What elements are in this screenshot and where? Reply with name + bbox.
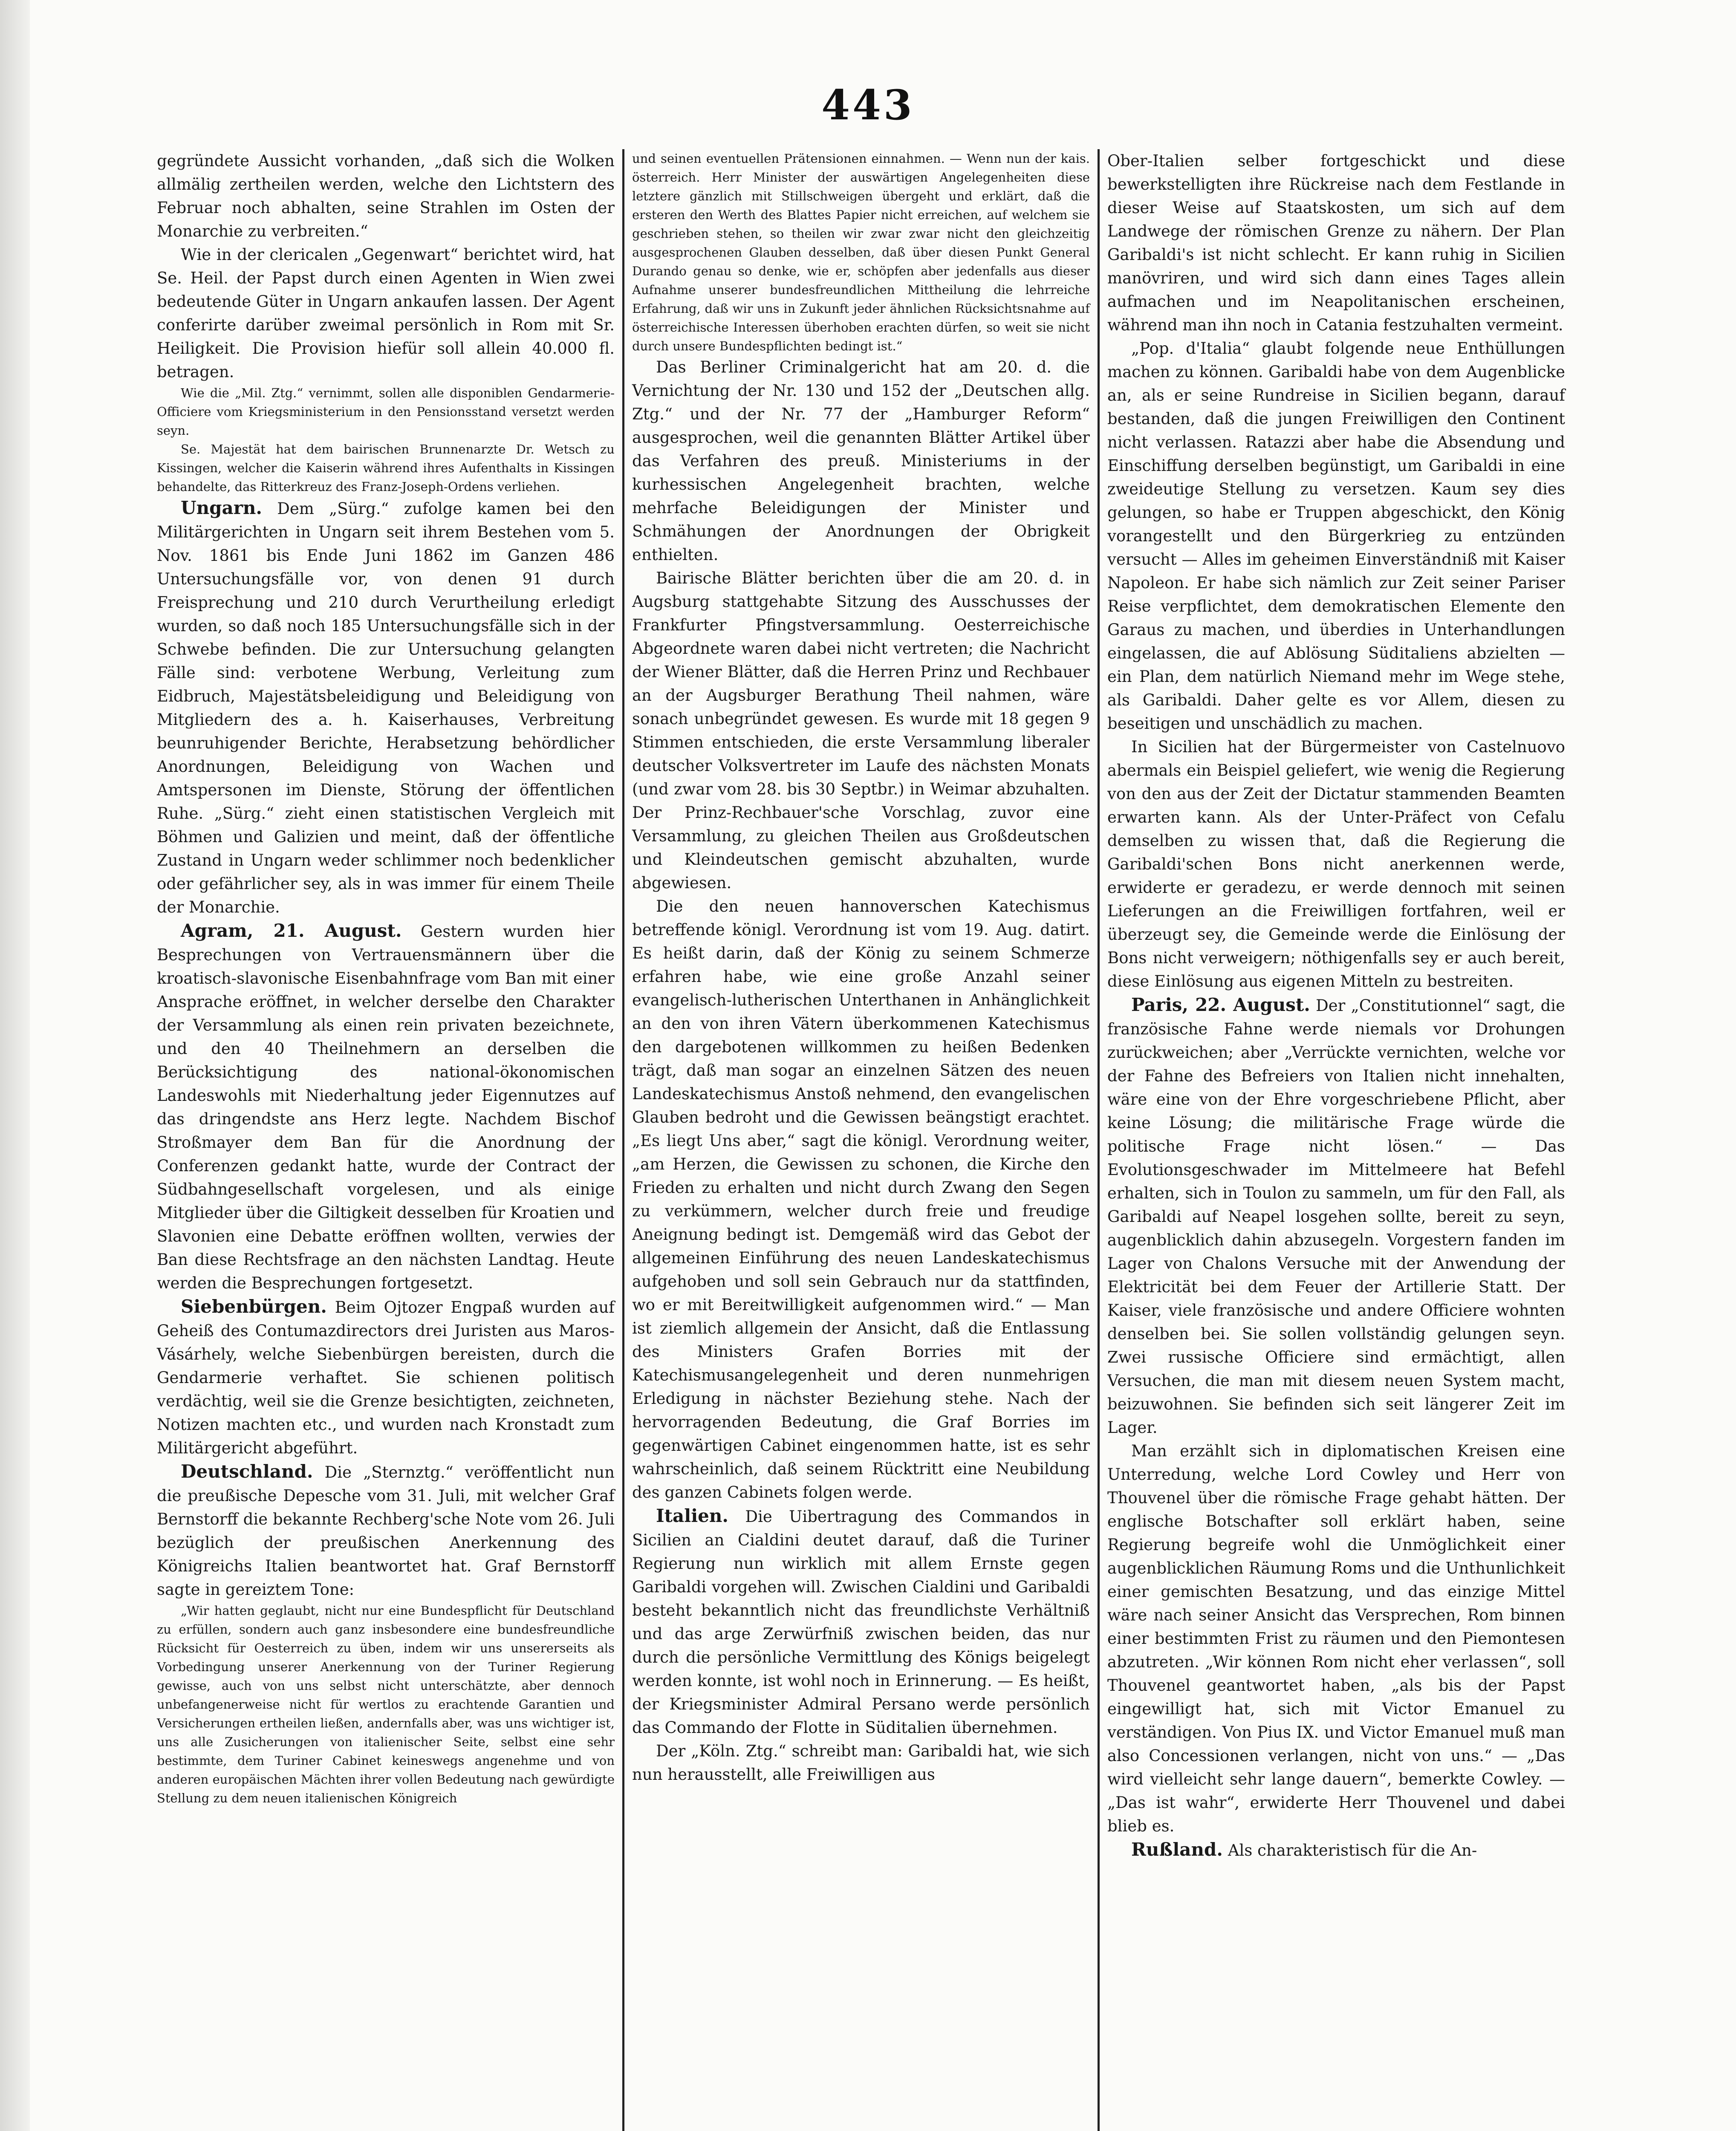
paragraph-text: Man erzählt sich in diplomatischen Kreisen eine Unterredung, welche Lord Cowley und Herr von Thouvenel über die römische Frage gehabt hätten. Der englische Botschafter soll erklärt haben, seine Regierung begreife wohl die Unmöglichkeit einer augenblicklichen Räumung Roms und die Unthunlichkeit einer gemischten Besatzung, und das einzige Mittel wäre nach seiner Ansicht das Versprechen, Rom binnen einer bestimmten Frist zu räumen und den Piemontesen abzutreten. „Wir können Rom nicht eher verlassen“, soll Thouvenel geantwortet haben, „als bis der Papst eingewilligt hat, sich mit Victor Emanuel zu verständigen. Von Pius IX. und Victor Emanuel muß man also Concessionen verlangen, nicht von uns.“ — „Das wird vielleicht sehr lange dauern“, bemerkte Cowley. — „Das ist wahr“, erwiderte Herr Thouvenel und dabei blieb es. <box>1107 1442 1565 1835</box>
article-heading: Siebenbürgen. <box>181 1296 327 1317</box>
paragraph-text: Die „Sternztg.“ veröffentlicht nun die preußische Depesche vom 31. Juli, mit welcher Graf Bernstorff die bekannte Rechberg'sche Note vom 26. Juli bezüglich der preußischen Anerkennung des Königreichs Italien beantwortet hat. Graf Bernstorff sagte in gereiztem Tone: <box>157 1463 615 1599</box>
paragraph-text: Se. Majestät hat dem bairischen Brunnenarzte Dr. Wetsch zu Kissingen, welcher die Kaiserin während ihres Aufenthalts in Kissingen behandelte, das Ritterkreuz des Franz-Joseph-Ordens verliehen. <box>157 442 615 494</box>
text-columns <box>153 149 1568 2131</box>
paragraph-text: und seinen eventuellen Prätensionen einnahmen. — Wenn nun der kais. österreich. Herr Minister der auswärtigen Angelegenheiten diese letztere gänzlich mit Stillschweigen übergeht und erklärt, daß die ersteren den Werth des Blattes Papier nicht erreichen, auf welchem sie geschrieben stehen, so theilen wir zwar zwar nicht den gleichzeitig ausgesprochenen Glauben desselben, daß über diesen Punkt General Durando genau so denke, wie er, schöpfen aber jedenfalls aus dieser Aufnahme unserer bundesfreundlichen Mittheilung die lehrreiche Erfahrung, daß wir uns in Zukunft jeder ähnlichen Rücksichtsnahme auf österreichische Interessen überhoben erachten dürfen, so weit sie nicht durch unsere Bundespflichten bedingt ist.“ <box>632 151 1090 353</box>
article-heading: Paris, 22. August. <box>1131 994 1310 1015</box>
paragraph-text: Wie in der clericalen „Gegenwart“ berichtet wird, hat Se. Heil. der Papst durch einen Agenten in Wien zwei bedeutende Güter in Ungarn ankaufen lassen. Der Agent conferirte darüber zweimal persönlich in Rom mit Sr. Heiligkeit. Die Provision hiefür soll allein 40.000 fl. betragen. <box>157 245 615 381</box>
paragraph-text: Bairische Blätter berichten über die am 20. d. in Augsburg stattgehabte Sitzung des Ausschusses der Frankfurter Pfingstversammlung. Oesterreichische Abgeordnete waren dabei nicht vertreten; die Nachricht der Wiener Blätter, daß die Herren Prinz und Rechbauer an der Augsburger Berathung Theil nahmen, wäre sonach unbegründet gewesen. Es wurde mit 18 gegen 9 Stimmen entschieden, die erste Versammlung liberaler deutscher Volksvertreter im Laufe des nächsten Monats (und zwar vom 28. bis 30 Septbr.) in Weimar abzuhalten. Der Prinz-Rechbauer'sche Vorschlag, zuvor eine Versammlung, zu gleichen Theilen aus Großdeutschen und Kleindeutschen gemischt abzuhalten, wurde abgewiesen. <box>632 569 1090 892</box>
article-paragraph <box>157 384 615 440</box>
article-heading: Deutschland. <box>181 1461 313 1482</box>
article-paragraph <box>1107 993 1565 1439</box>
article-paragraph <box>632 149 1090 355</box>
article-paragraph <box>157 440 615 496</box>
article-heading: Rußland. <box>1131 1839 1223 1860</box>
paragraph-text: Als charakteristisch für die An- <box>1228 1841 1477 1860</box>
article-paragraph <box>632 1504 1090 1739</box>
paragraph-text: Wie die „Mil. Ztg.“ vernimmt, sollen alle disponiblen Gendarmerie-Officiere vom Kriegsministerium in den Pensionsstand versetzt werden seyn. <box>157 386 615 438</box>
article-paragraph <box>157 149 615 243</box>
paragraph-text: Das Berliner Criminalgericht hat am 20. d. die Vernichtung der Nr. 130 und 152 der „Deutschen allg. Ztg.“ und der Nr. 77 der „Hamburger Reform“ ausgesprochen, weil die genannten Blätter Artikel über das Verfahren des preuß. Ministeriums in der kurhessischen Angelegenheit brachten, welche mehrfache Beleidigungen der Minister und Schmähungen der Anordnungen der Obrigkeit enthielten. <box>632 358 1090 564</box>
article-paragraph <box>1107 149 1565 337</box>
article-paragraph <box>157 919 615 1295</box>
paragraph-text: Die den neuen hannoverschen Katechismus betreffende königl. Verordnung ist vom 19. Aug. datirt. Es heißt darin, daß der König zu seinem Schmerze erfahren habe, wie eine große Anzahl seiner evangelisch-lutherischen Unterthanen in Anhänglichkeit an den von ihren Vätern überkommenen Katechismus den dargebotenen willkommen zu heißen Bedenken trägt, daß man sogar an einzelnen Sätzen des neuen Landeskatechismus Anstoß nehmend, den evangelischen Glauben bedroht und die Gewissen beängstigt erachtet. „Es liegt Uns aber,“ sagt die königl. Verordnung weiter, „am Herzen, die Gewissen zu schonen, die Kirche den Frieden zu erhalten und nicht durch Zwang den Segen zu verkümmern, welcher durch freie und freudige Aneignung bedingt ist. Demgemäß wird das Gebot der allgemeinen Einführung des neuen Landeskatechismus aufgehoben und soll sein Gebrauch nur da stattfinden, wo er mit Bereitwilligkeit aufgenommen wird.“ — Man ist ziemlich allgemein der Ansicht, daß die Entlassung des Ministers Grafen Borries mit der Katechismusangelegenheit und deren nunmehrigen Erledigung in nächster Beziehung stehe. Nach der hervorragenden Bedeutung, die Graf Borries im gegenwärtigen Cabinet eingenommen hatte, ist es sehr wahrscheinlich, daß seinem Rücktritt eine Neubildung des ganzen Cabinets folgen werde. <box>632 897 1090 1502</box>
article-heading: Agram, 21. August. <box>181 920 402 941</box>
paragraph-text: In Sicilien hat der Bürgermeister von Castelnuovo abermals ein Beispiel geliefert, wie wenig die Regierung von den aus der Zeit der Dictatur stammenden Beamten erwarten kann. Als der Unter-Präfect von Cefalu demselben zu wissen that, daß die Regierung die Garibaldi'schen Bons nicht anerkennen werde, erwiderte er geradezu, er werde dennoch mit seinen Lieferungen an die Freiwilligen fortfahren, weil er überzeugt sey, die Gemeinde werde die Einlösung der Bons nicht verweigern; nöthigenfalls sey er auch bereit, diese Einlösung aus eigenen Mitteln zu bestreiten. <box>1107 738 1565 990</box>
paragraph-text: Ober-Italien selber fortgeschickt und diese bewerkstelligten ihre Rückreise nach dem Festlande in dieser Weise auf Staatskosten, um sich auf dem Landwege der römischen Grenze zu nähern. Der Plan Garibaldi's ist nicht schlecht. Er kann ruhig in Sicilien manövriren, und wird sich dann eines Tages allein aufmachen und im Neapolitanischen erscheinen, während man ihn noch in Catania festzuhalten vermeint. <box>1107 152 1565 334</box>
paragraph-text: Gestern wurden hier Besprechungen von Vertrauensmännern über die kroatisch-slavonische Eisenbahnfrage vom Ban mit einer Ansprache eröffnet, in welcher derselbe den Charakter der Versammlung als einen rein privaten bezeichnete, und den 40 Theilnehmern an derselben die Berücksichtigung des national-ökonomischen Landeswohls mit Niederhaltung jeder Eigennutzes auf das dringendste ans Herz legte. Nachdem Bischof Stroßmayer dem Ban für die Anordnung der Conferenzen gedankt hatte, wurde der Contract der Südbahngesellschaft vorgelesen, und als einige Mitglieder über die Giltigkeit desselben für Kroatien und Slavonien eine Debatte eröffnen wollten, verwies der Ban diese Rechtsfrage an den nächsten Landtag. Heute werden die Besprechungen fortgesetzt. <box>157 922 615 1292</box>
article-paragraph <box>632 355 1090 566</box>
paragraph-text: Der „Köln. Ztg.“ schreibt man: Garibaldi hat, wie sich nun herausstellt, alle Freiwilligen aus <box>632 1742 1090 1784</box>
paragraph-text: „Wir hatten geglaubt, nicht nur eine Bundespflicht für Deutschland zu erfüllen, sondern auch ganz insbesondere eine bundesfreundliche Rücksicht für Oesterreich zu üben, indem wir uns unsererseits als Vorbedingung unserer Anerkennung von der Turiner Regierung gewisse, auch von uns selbst nicht unterschätzte, aber dennoch unbefangenerweise nicht für wertlos zu erachtende Garantien und Versicherungen ertheilen ließen, andernfalls aber, was uns wichtiger ist, uns alle Zusicherungen von italienischer Seite, selbst eine sehr bestimmte, dem Turiner Cabinet keineswegs angenehme und von anderen europäischen Mächten ihrer vollen Bedeutung nach gewürdigte Stellung zu dem neuen italienischen Königreich <box>157 1603 615 1805</box>
column-divider <box>1098 149 1100 2131</box>
article-paragraph <box>157 243 615 384</box>
article-paragraph <box>632 895 1090 1504</box>
article-paragraph <box>157 496 615 919</box>
article-paragraph <box>1107 337 1565 735</box>
article-paragraph <box>157 1295 615 1460</box>
article-paragraph <box>1107 1439 1565 1838</box>
paragraph-text: „Pop. d'Italia“ glaubt folgende neue Enthüllungen machen zu können. Garibaldi habe von dem Augenblicke an, als er seine Rundreise in Sicilien begann, darauf bestanden, daß die jungen Freiwilligen den Continent nicht verlassen. Ratazzi aber habe die Absendung und Einschiffung derselben begünstigt, um Garibaldi in eine zweideutige Stellung zu versetzen. Kaum sey dies gelungen, so habe er Truppen abgeschickt, den König vorangestellt und den Bürgerkrieg zu entzünden versucht — Alles im geheimen Einverständniß mit Kaiser Napoleon. Er habe sich nämlich zur Zeit seiner Pariser Reise verpflichtet, dem demokratischen Elemente den Garaus zu machen, und überdies in Unterhandlungen eingelassen, die auf Ablösung Süditaliens abzielten — ein Plan, dem natürlich Niemand mehr im Wege stehe, als Garibaldi. Daher gelte es vor Allem, diesen zu beseitigen und unschädlich zu machen. <box>1107 339 1565 733</box>
column-divider <box>622 149 624 2131</box>
article-paragraph <box>632 566 1090 895</box>
article-paragraph <box>1107 735 1565 993</box>
article-paragraph <box>157 1601 615 1808</box>
article-heading: Ungarn. <box>181 497 263 518</box>
paragraph-text: Die Uibertragung des Commandos in Sicilien an Cialdini deutet darauf, daß die Turiner Regierung nun wirklich mit allem Ernste gegen Garibaldi vorgehen will. Zwischen Cialdini und Garibaldi besteht bekanntlich nicht das freundlichste Verhältniß und das arge Zerwürfniß zwischen beiden, das nur durch die persönliche Vermittlung des Königs beigelegt werden konnte, ist wohl noch in Erinnerung. — Es heißt, der Kriegsminister Admiral Persano werde persönlich das Commando der Flotte in Süditalien übernehmen. <box>632 1507 1090 1737</box>
paragraph-text: Dem „Sürg.“ zufolge kamen bei den Militärgerichten in Ungarn seit ihrem Bestehen vom 5. Nov. 1861 bis Ende Juni 1862 im Ganzen 486 Untersuchungsfälle vor, von denen 91 durch Freisprechung und 210 durch Verurtheilung erledigt wurden, so daß noch 185 Untersuchungsfälle sich in der Schwebe befinden. Die zur Untersuchung gelangten Fälle sind: verbotene Werbung, Verleitung zum Eidbruch, Majestätsbeleidigung und Beleidigung von Mitgliedern des a. h. Kaiserhauses, Verbreitung beunruhigender Berichte, Herabsetzung behördlicher Anordnungen, Beleidigung von Wachen und Amtspersonen im Dienste, Störung der öffentlichen Ruhe. „Sürg.“ zieht einen statistischen Vergleich mit Böhmen und Galizien und meint, daß der öffentliche Zustand in Ungarn weder schlimmer noch bedenklicher oder gefährlicher sey, als in was immer für einem Theile der Monarchie. <box>157 500 615 916</box>
paragraph-text: Der „Constitutionnel“ sagt, die französische Fahne werde niemals vor Drohungen zurückweichen; aber „Verrückte vernichten, welche vor der Fahne des Befreiers von Italien nicht innehalten, wäre eine von der Ehre vorgeschriebene Pflicht, aber keine Lösung; die militärische Frage würde die politische Frage nicht lösen.“ — Das Evolutionsgeschwader im Mittelmeere hat Befehl erhalten, sich in Toulon zu sammeln, um für den Fall, als Garibaldi auf Neapel losgehen sollte, bereit zu seyn, augenblicklich dahin abzusegeln. Vorgestern fanden im Lager von Chalons Versuche mit der Anwendung der Elektricität bei dem Feuer der Artillerie Statt. Der Kaiser, viele französische und andere Officiere wohnten denselben bei. Sie sollen vollständig gelungen seyn. Zwei russische Officiere sind ermächtigt, allen Versuchen, die man mit diesem neuen System macht, beizuwohnen. Sie befinden sich seit längerer Zeit im Lager. <box>1107 996 1565 1437</box>
paragraph-text: Beim Ojtozer Engpaß wurden auf Geheiß des Contumazdirectors drei Juristen aus Maros-Vásárhely, welche Siebenbürgen bereisten, durch die Gendarmerie verhaftet. Sie schienen politisch verdächtig, weil sie die Grenze besichtigten, zeichneten, Notizen machten etc., und wurden nach Kronstadt zum Militärgericht abgeführt. <box>157 1298 615 1457</box>
column-right <box>1104 149 1568 2131</box>
column-middle <box>629 149 1093 2131</box>
article-paragraph <box>157 1460 615 1601</box>
page-number: 443 <box>821 81 915 129</box>
article-heading: Italien. <box>656 1505 729 1526</box>
article-paragraph <box>1107 1838 1565 1862</box>
paragraph-text: gegründete Aussicht vorhanden, „daß sich die Wolken allmälig zertheilen werden, welche den Lichtstern des Februar noch abhalten, seine Strahlen im Osten der Monarchie zu verbreiten.“ <box>157 152 615 240</box>
binding-edge <box>0 0 30 2131</box>
article-paragraph <box>632 1739 1090 1786</box>
column-left <box>153 149 618 2131</box>
